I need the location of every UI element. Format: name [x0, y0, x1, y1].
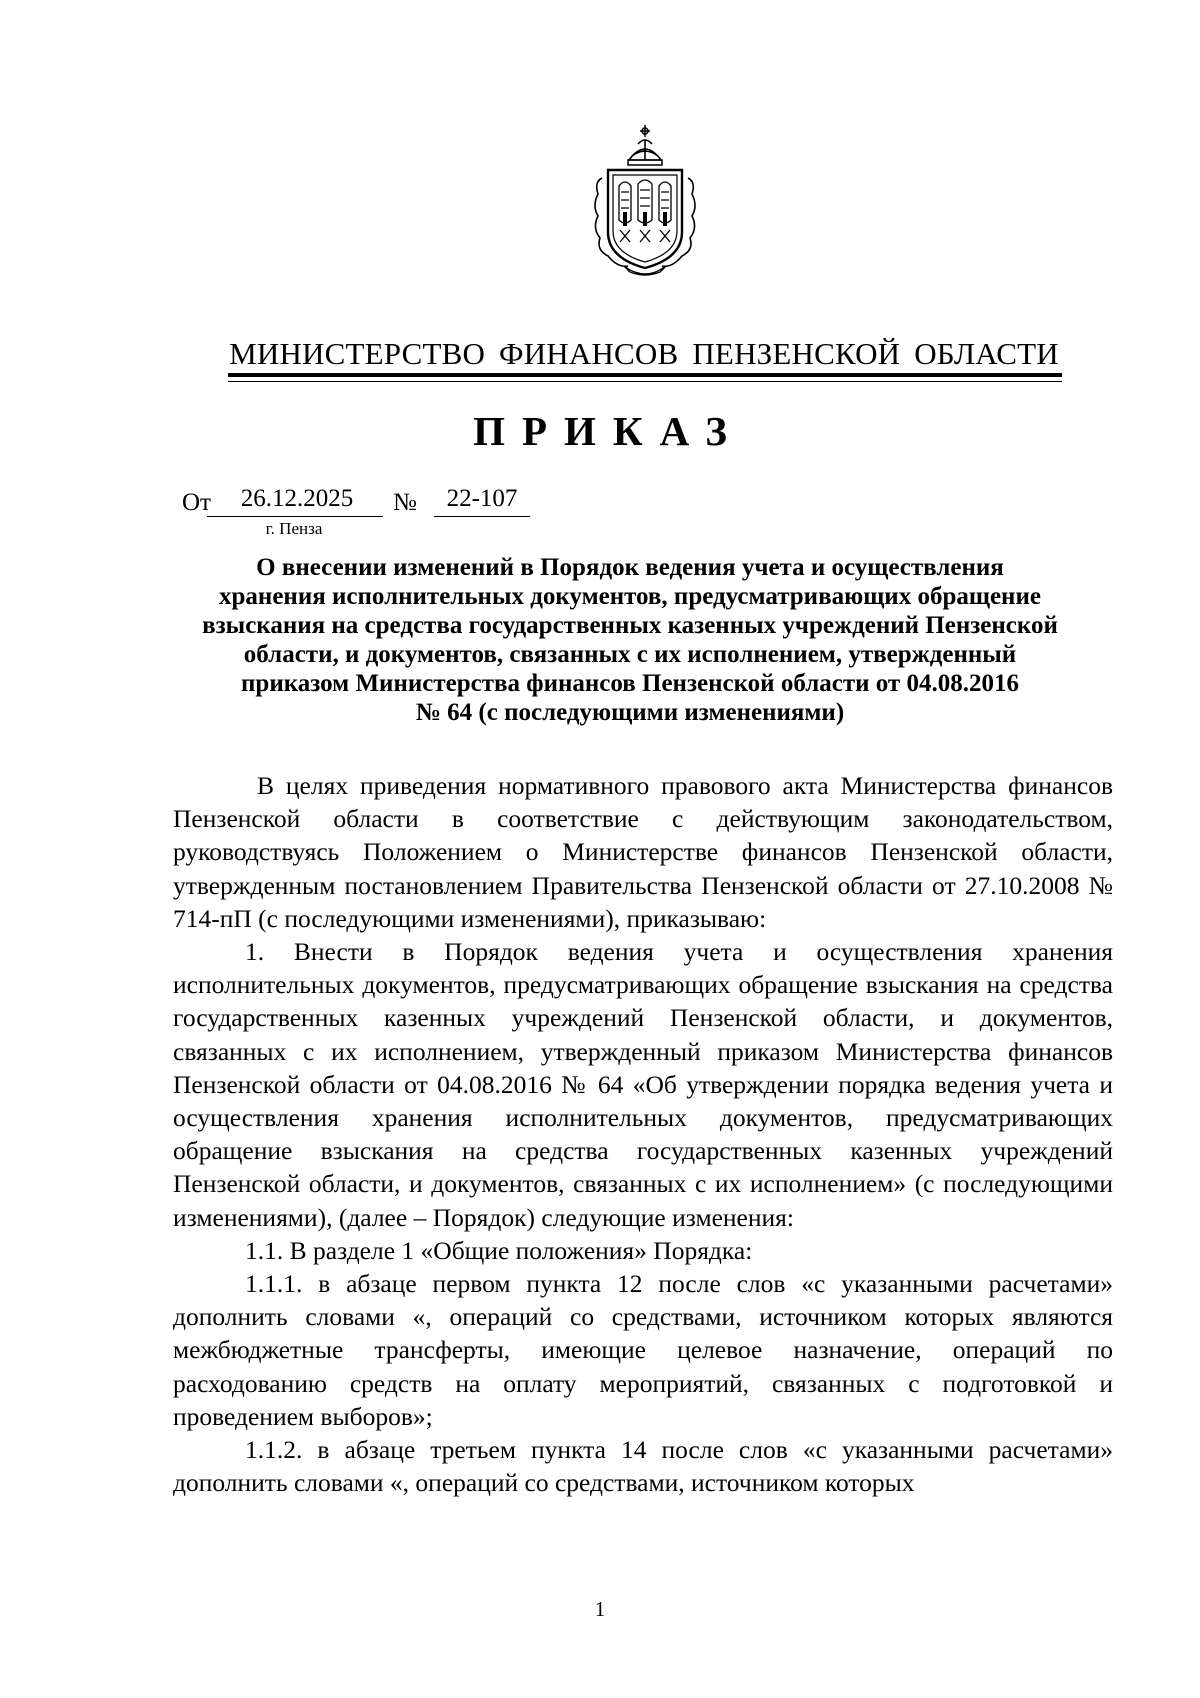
- ministry-name: МИНИСТЕРСТВО ФИНАНСОВ ПЕНЗЕНСКОЙ ОБЛАСТИ: [229, 336, 1059, 371]
- subject-line: взыскания на средства государственных казенных учреждений Пензенской: [202, 612, 1058, 639]
- page-number: 1: [594, 1597, 606, 1621]
- document-city: г. Пенза: [265, 519, 323, 538]
- coat-of-arms-icon: [588, 120, 702, 282]
- document-number: 22-107: [446, 485, 518, 512]
- document-body: [173, 769, 1113, 1499]
- number-underline: [434, 516, 530, 517]
- body-paragraph: 1.1.1. в абзаце первом пункта 12 после слов «с указанными расчетами» дополнить словами «, операций со средствами, источником которых являются межбюджетные трансферты, имеющие целевое назначение, операций по расходованию средств на оплату мероприятий, связанных с подготовкой и проведением выборов»;: [173, 1269, 1113, 1431]
- document-date: 26.12.2025: [240, 485, 354, 512]
- date-underline: [207, 516, 383, 517]
- body-paragraph: В целях приведения нормативного правового акта Министерства финансов Пензенской области в соответствие с действующим законодательством, руководствуясь Положением о Министерстве финансов Пензенской области, утвержденным постановлением Правительства Пензенской области от 27.10.2008 № 714-пП (с последующими изменениями), приказываю:: [173, 771, 1113, 933]
- subject-line: приказом Министерства финансов Пензенской области от 04.08.2016: [241, 670, 1019, 697]
- subject-line: № 64 (с последующими изменениями): [415, 699, 845, 726]
- subject-line: хранения исполнительных документов, предусматривающих обращение: [219, 583, 1041, 610]
- document-type: ПРИКАЗ: [473, 408, 744, 454]
- number-prefix: №: [393, 489, 417, 516]
- body-paragraph: 1.1.2. в абзаце третьем пункта 14 после слов «с указанными расчетами» дополнить словами «, операций со средствами, источником которых: [173, 1435, 1113, 1498]
- document-subject: [170, 553, 1090, 727]
- date-prefix: От: [182, 489, 211, 516]
- subject-line: О внесении изменений в Порядок ведения учета и осуществления: [256, 554, 1004, 581]
- header-rule-thin: [228, 381, 1062, 382]
- header-rule-thick: [228, 373, 1062, 377]
- subject-line: области, и документов, связанных с их исполнением, утвержденный: [243, 641, 1017, 668]
- body-paragraph: 1.1. В разделе 1 «Общие положения» Порядка:: [245, 1235, 753, 1265]
- body-paragraph: 1. Внести в Порядок ведения учета и осуществления хранения исполнительных документов, предусматривающих обращение взыскания на средства государственных казенных учреждений Пензенской области, и документов, связанных с их исполнением, утвержденный приказом Министерства финансов Пензенской области от 04.08.2016 № 64 «Об утверждении порядка ведения учета и осуществления хранения исполнительных документов, предусматривающих обращение взыскания на средства государственных казенных учреждений Пензенской области, и документов, связанных с их исполнением» (с последующими изменениями), (далее – Порядок) следующие изменения:: [173, 937, 1113, 1232]
